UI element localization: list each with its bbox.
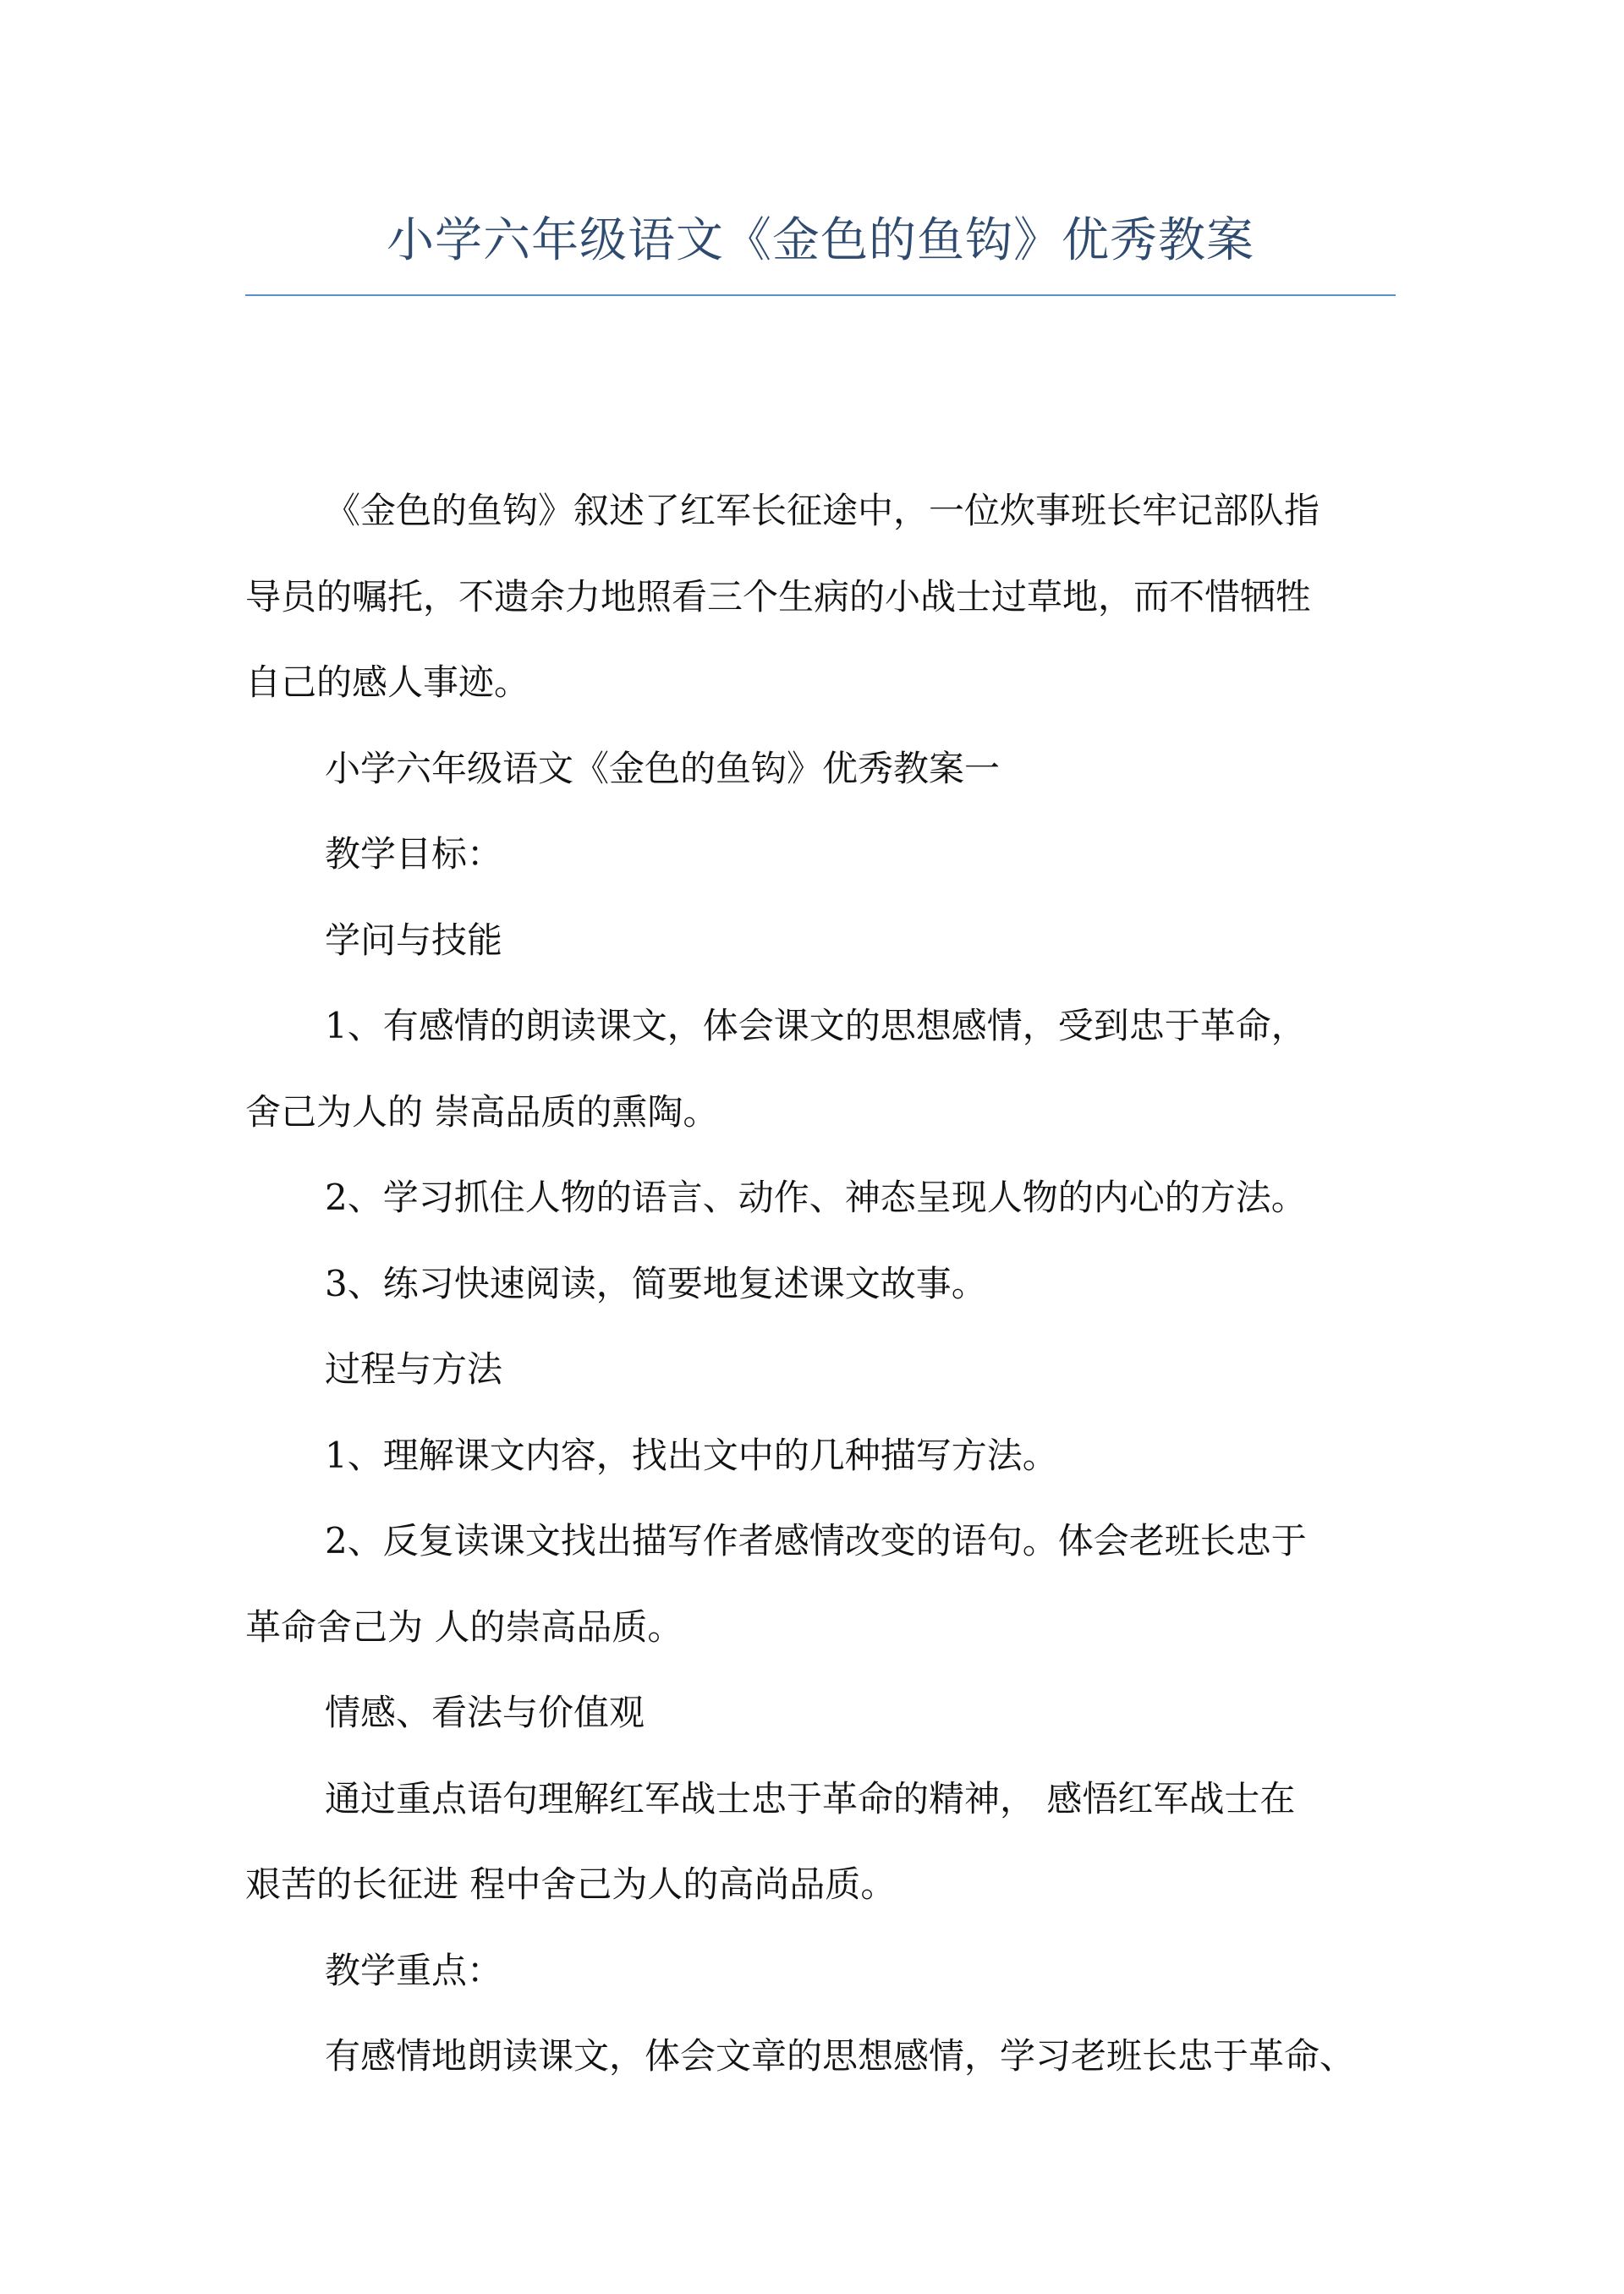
document-body <box>245 468 1396 2099</box>
body-line: 1、理解课文内容，找出文中的几种描写方法。 <box>325 1434 1058 1476</box>
body-line: 舍己为人的 崇高品质的熏陶。 <box>245 1090 719 1133</box>
body-line: 有感情地朗读课文，体会文章的思想感情，学习老班长忠于革命、 <box>325 2035 1356 2077</box>
body-line: 2、反复读课文找出描写作者感情改变的语句。体会老班长忠于 <box>325 1520 1307 1561</box>
section-heading: 教学重点： <box>325 1949 503 1991</box>
title-underline <box>245 294 1396 296</box>
section-heading: 小学六年级语文《金色的鱼钩》优秀教案一 <box>325 747 1001 789</box>
subsection-heading: 学问与技能 <box>325 919 503 961</box>
body-line: 通过重点语句理解红军战士忠于革命的精神， 感悟红军战士在 <box>325 1777 1296 1819</box>
body-line: 2、学习抓住人物的语言、动作、神态呈现人物的内心的方法。 <box>325 1177 1307 1218</box>
subsection-heading: 情感、看法与价值观 <box>325 1692 645 1733</box>
body-line: 3、练习快速阅读，简要地复述课文故事。 <box>325 1262 987 1304</box>
body-line: 艰苦的长征进 程中舍己为人的高尚品质。 <box>245 1863 897 1905</box>
subsection-heading: 过程与方法 <box>325 1348 503 1390</box>
body-line: 自己的感人事迹。 <box>245 661 530 703</box>
body-line: 《金色的鱼钩》叙述了红军长征途中，一位炊事班长牢记部队指 <box>325 490 1320 531</box>
document-title: 小学六年级语文《金色的鱼钩》优秀教案 <box>387 213 1254 268</box>
body-line: 导员的嘱托，不遗余力地照看三个生病的小战士过草地，而不惜牺牲 <box>245 575 1312 617</box>
section-heading: 教学目标： <box>325 833 503 875</box>
body-line: 1、有感情的朗读课文，体会课文的思想感情，受到忠于革命， <box>325 1005 1307 1046</box>
body-line: 革命舍己为 人的崇高品质。 <box>245 1605 683 1648</box>
